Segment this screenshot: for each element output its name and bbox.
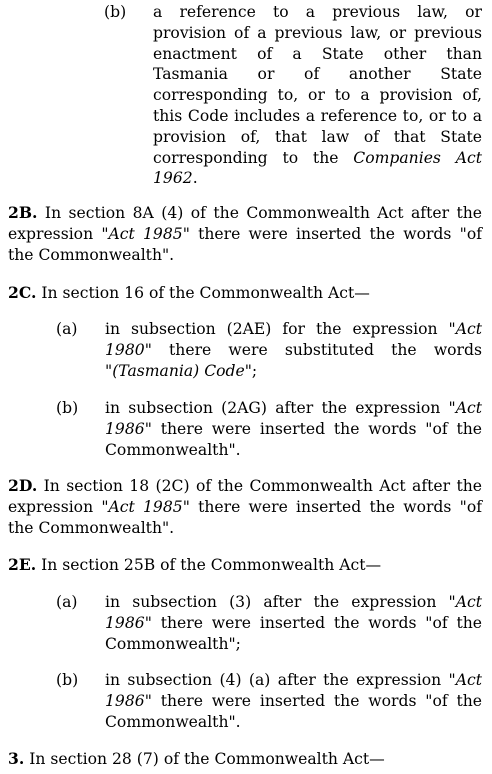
section-number: 2E. (8, 555, 37, 574)
act-reference: 1986 (105, 613, 145, 632)
text-line: provision of a previous law, or previous (153, 23, 482, 42)
text-line: the Commonwealth". (8, 245, 175, 264)
text-run: expression " (8, 497, 109, 516)
item-text-b-top (153, 2, 482, 189)
text-line (105, 592, 482, 613)
text-line (8, 497, 482, 518)
section-2d (8, 476, 482, 538)
text-line (8, 749, 482, 770)
text-line (105, 398, 482, 419)
text-line (8, 203, 482, 224)
act-reference: 1986 (105, 691, 145, 710)
text-line: the Commonwealth". (8, 518, 175, 537)
text-line (105, 319, 482, 340)
section-number: 2D. (8, 476, 38, 495)
act-reference: Act 1985 (108, 497, 183, 516)
item-label-2c-a: (a) (56, 320, 78, 338)
act-reference: Act (455, 593, 482, 611)
text-run: " there were inserted the words "of the (144, 691, 482, 710)
section-number: 3. (8, 749, 25, 768)
text-run: In section 25B of the Commonwealth Act— (36, 556, 382, 574)
act-year: 1962 (153, 169, 193, 188)
text-run: in subsection (2AE) for the expression " (105, 320, 456, 338)
item-label-2c-b: (b) (56, 399, 79, 417)
section-3 (8, 749, 482, 770)
text-run: in subsection (4) (a) after the expression " (105, 671, 456, 689)
item-text-2c-a (105, 319, 482, 381)
text-run: In section 28 (7) of the Commonwealth Act— (24, 750, 385, 768)
act-reference: Act (455, 320, 482, 338)
text-line (105, 670, 482, 691)
text-run: " there were inserted the words "of the (144, 419, 482, 438)
text-line (8, 224, 482, 245)
text-line: Tasmania or of another State (153, 65, 482, 84)
act-reference: 1986 (105, 419, 145, 438)
text-run: in subsection (2AG) after the expression " (105, 399, 456, 417)
text-line (8, 283, 482, 304)
item-text-2e-a (105, 592, 482, 654)
item-text-2e-b (105, 670, 482, 732)
text-line (8, 555, 482, 576)
section-number: 2C. (8, 283, 37, 302)
item-text-2c-b (105, 398, 482, 460)
text-line: Commonwealth". (105, 440, 241, 459)
text-line (105, 340, 482, 361)
text-line: enactment of a State other than (153, 44, 482, 63)
text-run: " there were inserted the words "of (182, 224, 482, 243)
text-line: a reference to a previous law, or (153, 3, 482, 21)
text-line: provision of, that law of that State (153, 127, 482, 146)
text-run: In section 18 (2C) of the Commonwealth Act after the (37, 477, 482, 495)
act-title: Companies Act (353, 148, 482, 167)
text-run: " there were inserted the words "of (182, 497, 482, 516)
text-line (153, 148, 482, 169)
text-line (153, 168, 482, 189)
text-run: " there were substituted the words (144, 340, 482, 359)
text-line (105, 691, 482, 712)
act-reference: Act (455, 671, 482, 689)
item-label-2e-b: (b) (56, 671, 79, 689)
act-reference: Act (455, 399, 482, 417)
text-line (105, 613, 482, 634)
text-line: Commonwealth". (105, 712, 241, 731)
text-line: corresponding to, or to a provision of, (153, 86, 482, 105)
section-2b (8, 203, 482, 265)
text-run: " there were inserted the words "of the (144, 613, 482, 632)
text-line (8, 476, 482, 497)
section-2e (8, 555, 482, 576)
text-line (105, 361, 482, 382)
text-run: " (105, 361, 113, 380)
act-reference: Act 1985 (108, 224, 183, 243)
item-label-b-top: (b) (104, 3, 127, 21)
text-line: Commonwealth"; (105, 634, 241, 653)
text-run: corresponding to the (153, 148, 339, 167)
act-reference: 1980 (105, 340, 145, 359)
text-run: . (192, 169, 198, 188)
item-label-2e-a: (a) (56, 593, 78, 611)
text-run: In section 8A (4) of the Commonwealth Act after the (37, 204, 482, 222)
text-line (105, 419, 482, 440)
section-number: 2B. (8, 203, 38, 222)
text-run: in subsection (3) after the expression " (105, 593, 456, 611)
section-2c (8, 283, 482, 304)
act-reference: (Tasmania) Code (112, 361, 245, 380)
text-run: expression " (8, 224, 109, 243)
text-line: this Code includes a reference to, or to a (153, 106, 482, 125)
text-run: "; (244, 361, 258, 380)
text-run: In section 16 of the Commonwealth Act— (36, 284, 370, 302)
